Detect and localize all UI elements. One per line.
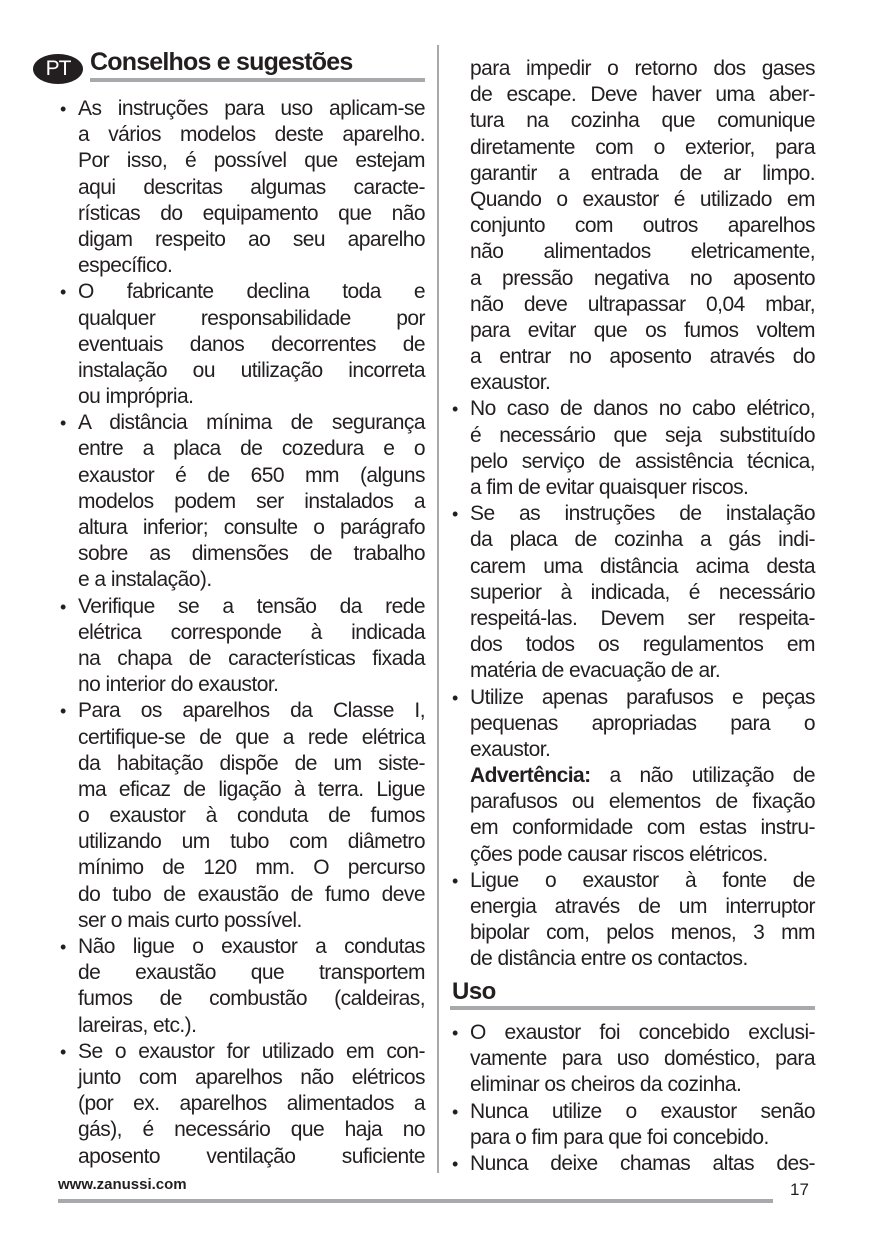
line-text: dos todos os regulamentos em [470, 633, 815, 657]
line-text: Verifique se a tensão da rede [78, 594, 425, 618]
paragraph-line [58, 1065, 425, 1091]
header-rule [90, 78, 425, 82]
line-text: Se o exaustor for utilizado em con- [78, 1039, 425, 1063]
line-text: diretamente com o exterior, para [470, 135, 815, 159]
paragraph-line [58, 646, 425, 672]
page-title: Conselhos e sugestões [90, 48, 353, 76]
line-text: para evitar que os fumos voltem [470, 318, 815, 342]
paragraph-line [58, 253, 425, 279]
paragraph-line [58, 541, 425, 567]
bullet-icon: • [452, 1023, 458, 1043]
line-text: a vários modelos deste aparelho. [78, 123, 425, 147]
line-text: para o fim para que foi concebido. [470, 1125, 769, 1149]
paragraph-line [450, 161, 815, 187]
bullet-icon: • [452, 1101, 458, 1122]
line-text: ser o mais curto possível. [78, 908, 302, 932]
paragraph-line [58, 201, 425, 227]
bullet-icon: • [60, 596, 66, 617]
line-text: A distância mínima de segurança [78, 411, 425, 435]
line-text: instalação ou utilização incorreta [78, 358, 425, 382]
line-text: eventuais danos decorrentes de [78, 332, 425, 356]
paragraph-line [58, 1013, 425, 1039]
paragraph-line [450, 868, 815, 894]
paragraph-line [450, 946, 815, 972]
paragraph-line [58, 306, 425, 332]
line-text: sobre as dimensões de trabalho [78, 542, 425, 566]
line-text: o exaustor à conduta de fumos [78, 804, 425, 828]
bullet-icon: • [452, 687, 458, 708]
paragraph-line [58, 122, 425, 148]
bullet-icon: • [452, 399, 458, 420]
line-text: respeitá-las. Devem ser respeita- [470, 606, 815, 630]
line-text: conjunto com outros aparelhos [470, 214, 815, 238]
paragraph-line [450, 789, 815, 815]
paragraph-line [58, 725, 425, 751]
paragraph-line [58, 594, 425, 620]
language-badge: PT [33, 54, 83, 84]
line-text: parafusos ou elementos de fixação [470, 790, 815, 814]
line-text: de escape. Deve haver uma aber- [470, 83, 815, 107]
paragraph-line [58, 567, 425, 593]
line-text: específico. [78, 254, 173, 278]
line-text: no interior do exaustor. [78, 673, 279, 697]
line-text: Se as instruções de instalação [470, 502, 815, 526]
line-text: gás), é necessário que haja no [78, 1118, 425, 1142]
line-text: superior à indicada, é necessário [470, 580, 815, 604]
bullet-icon: • [452, 1153, 458, 1174]
line-text: fumos de combustão (caldeiras, [78, 987, 425, 1011]
paragraph-line [58, 489, 425, 515]
paragraph-line [58, 960, 425, 986]
paragraph-line [450, 318, 815, 344]
line-text: vamente para uso doméstico, para [470, 1047, 815, 1071]
paragraph-line [58, 227, 425, 253]
line-text: O exaustor foi concebido exclusi- [470, 1021, 815, 1044]
bullet-icon: • [60, 937, 66, 957]
paragraph-line [450, 527, 815, 553]
paragraph-line [58, 777, 425, 803]
paragraph-line [450, 1072, 815, 1098]
bullet-icon: • [60, 413, 66, 434]
line-text: da habitação dispõe de um siste- [78, 751, 425, 775]
paragraph-line [58, 882, 425, 908]
line-text: e a instalação). [78, 568, 212, 592]
line-text: ou imprópria. [78, 385, 194, 409]
paragraph-line [58, 515, 425, 541]
paragraph-line [450, 56, 815, 82]
line-text: garantir a entrada de ar limpo. [470, 161, 815, 185]
paragraph-line [450, 475, 815, 501]
paragraph-line [58, 855, 425, 881]
paragraph-line [450, 213, 815, 239]
line-text: Para os aparelhos da Classe I, [78, 699, 425, 723]
column-divider [437, 45, 439, 1173]
line-text: aposento ventilação suficiente [78, 1144, 425, 1168]
line-text: exaustor. [470, 371, 551, 395]
line-text: aqui descritas algumas caracte- [78, 175, 425, 199]
paragraph-line [58, 410, 425, 436]
paragraph-line [450, 370, 815, 396]
paragraph-line [450, 658, 815, 684]
line-text: pelo serviço de assistência técnica, [470, 449, 815, 473]
paragraph-line [58, 698, 425, 724]
paragraph-line [58, 672, 425, 698]
paragraph-line [450, 894, 815, 920]
paragraph-line [450, 501, 815, 527]
bullet-icon: • [452, 504, 458, 525]
line-text: não alimentados eletricamente, [470, 240, 815, 264]
paragraph-line [58, 829, 425, 855]
page-number: 17 [790, 1180, 809, 1199]
paragraph-line [450, 135, 815, 161]
line-text: Nunca utilize o exaustor senão [470, 1099, 815, 1123]
website-link[interactable]: www.zanussi.com [58, 1176, 187, 1193]
footer-rule [58, 1199, 773, 1203]
line-text: digam respeito ao seu aparelho [78, 227, 425, 251]
bullet-icon: • [60, 701, 66, 722]
line-text: da placa de cozinha a gás indi- [470, 528, 815, 552]
paragraph-line [58, 620, 425, 646]
paragraph-line [450, 423, 815, 449]
paragraph-line [58, 332, 425, 358]
paragraph-line [58, 1144, 425, 1170]
line-text: Não ligue o exaustor a condutas [78, 935, 425, 958]
paragraph-line [450, 685, 815, 711]
line-text: matéria de evacuação de ar. [470, 659, 721, 683]
line-text: No caso de danos no cabo elétrico, [470, 397, 815, 421]
line-text: do tubo de exaustão de fumo deve [78, 882, 425, 906]
line-text: lareiras, etc.). [78, 1013, 197, 1037]
paragraph-line [58, 279, 425, 305]
line-text: a fim de evitar quaisquer riscos. [470, 476, 749, 499]
paragraph-line [450, 292, 815, 318]
line-text: utilizando um tubo com diâmetro [78, 830, 425, 854]
line-text: de distância entre os contactos. [470, 947, 748, 971]
line-text: rísticas do equipamento que não [78, 201, 425, 225]
paragraph-line [58, 384, 425, 410]
line-text: Ligue o exaustor à fonte de [470, 868, 815, 892]
paragraph-line [58, 175, 425, 201]
paragraph-line [450, 449, 815, 475]
bullet-icon: • [60, 282, 66, 303]
paragraph-line [450, 266, 815, 292]
line-text: O fabricante declina toda e [78, 280, 425, 304]
line-text: bipolar com, pelos menos, 3 mm [470, 921, 815, 945]
line-text: qualquer responsabilidade por [78, 306, 425, 330]
section-heading-uso: Uso [452, 978, 496, 1005]
line-text: exaustor. [470, 737, 551, 761]
line-text: a pressão negativa no aposento [470, 266, 815, 290]
line-text: altura inferior; consulte o parágrafo [78, 516, 425, 539]
paragraph-line [450, 1151, 815, 1177]
paragraph-line [450, 554, 815, 580]
line-text: ções pode causar riscos elétricos. [470, 842, 768, 866]
paragraph-line [450, 1046, 815, 1072]
line-text: Utilize apenas parafusos e peças [470, 685, 815, 709]
paragraph-line [450, 815, 815, 841]
paragraph-line [450, 1099, 815, 1125]
paragraph-line [58, 986, 425, 1012]
line-text: As instruções para uso aplicam-se [78, 97, 425, 120]
line-text: pequenas apropriadas para o [470, 711, 815, 735]
paragraph-line [58, 934, 425, 960]
paragraph-line [450, 344, 815, 370]
paragraph-line [450, 580, 815, 606]
uso-rule [450, 1006, 815, 1010]
line-text: tura na cozinha que comunique [470, 109, 815, 133]
line-text: modelos podem ser instalados a [78, 489, 425, 513]
paragraph-line [450, 842, 815, 868]
line-text: Por isso, é possível que estejam [78, 149, 425, 173]
warning-label: Advertência: [470, 764, 591, 788]
paragraph-line [450, 108, 815, 134]
paragraph-line [58, 436, 425, 462]
paragraph-line [58, 908, 425, 934]
line-text: (por ex. aparelhos alimentados a [78, 1092, 425, 1116]
paragraph-line [58, 148, 425, 174]
paragraph-line [58, 803, 425, 829]
bullet-icon: • [452, 870, 458, 891]
uso-list [450, 1020, 815, 1177]
paragraph-line [450, 1020, 815, 1046]
paragraph-line [450, 711, 815, 737]
line-text: mínimo de 120 mm. O percurso [78, 856, 425, 880]
line-text: em conformidade com estas instru- [470, 816, 815, 840]
paragraph-line [450, 920, 815, 946]
paragraph-line [450, 632, 815, 658]
paragraph-line [58, 96, 425, 122]
paragraph-line [450, 187, 815, 213]
paragraph-line [450, 82, 815, 108]
paragraph-line [450, 737, 815, 763]
right-column [450, 56, 815, 973]
line-text: a não utilização de [590, 764, 815, 788]
paragraph-line [58, 1091, 425, 1117]
line-text: exaustor é de 650 mm (alguns [78, 463, 425, 487]
paragraph-line [450, 1125, 815, 1151]
paragraph-line [450, 606, 815, 632]
line-text: carem uma distância acima desta [470, 554, 815, 578]
bullet-icon: • [60, 1041, 66, 1062]
line-text: Quando o exaustor é utilizado em [470, 187, 815, 211]
line-text: de exaustão que transportem [78, 961, 425, 985]
line-text: ma eficaz de ligação à terra. Ligue [78, 777, 425, 801]
line-text: entre a placa de cozedura e o [78, 437, 425, 461]
line-text: para impedir o retorno dos gases [470, 57, 815, 80]
line-text: na chapa de características fixada [78, 646, 425, 670]
line-text: Nunca deixe chamas altas des- [470, 1151, 815, 1175]
line-text: junto com aparelhos não elétricos [78, 1065, 425, 1089]
paragraph-line [58, 463, 425, 489]
line-text: certifique-se de que a rede elétrica [78, 725, 425, 749]
paragraph-line [58, 1117, 425, 1143]
paragraph-line [450, 396, 815, 422]
line-text: eliminar os cheiros da cozinha. [470, 1073, 742, 1097]
paragraph-line [58, 358, 425, 384]
line-text: não deve ultrapassar 0,04 mbar, [470, 292, 815, 316]
paragraph-line [58, 751, 425, 777]
line-text: a entrar no aposento através do [470, 345, 815, 369]
bullet-icon: • [60, 99, 66, 119]
line-text: energia através de um interruptor [470, 895, 815, 918]
paragraph-line [450, 763, 815, 789]
paragraph-line [58, 1039, 425, 1065]
line-text: é necessário que seja substituído [470, 423, 815, 447]
line-text: elétrica corresponde à indicada [78, 620, 425, 644]
paragraph-line [450, 239, 815, 265]
left-column [58, 96, 425, 1170]
